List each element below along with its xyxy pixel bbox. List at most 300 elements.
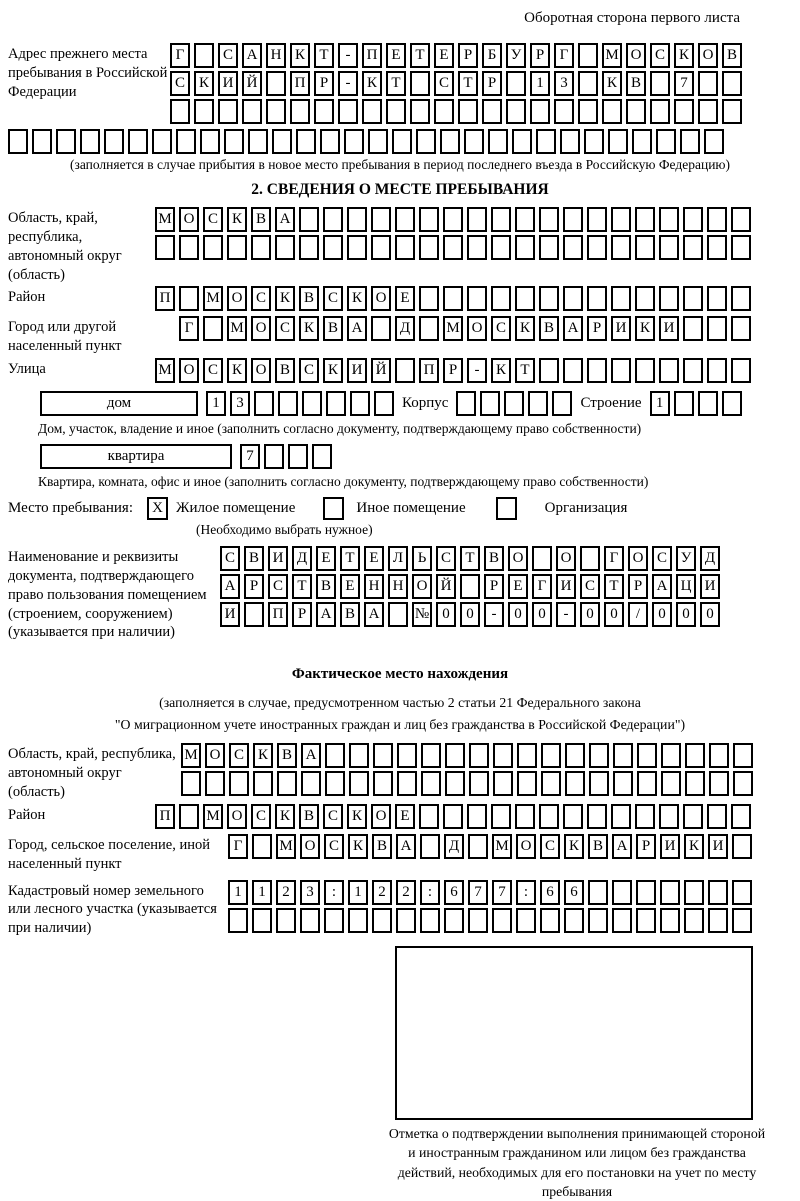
char-cell[interactable]: 1 [530,71,550,96]
char-cell[interactable]: О [698,43,718,68]
char-cell[interactable] [371,207,391,232]
char-cell[interactable] [252,834,272,859]
char-cell[interactable]: И [659,316,679,341]
char-cell[interactable] [386,99,406,124]
char-cell[interactable] [588,908,608,933]
char-cell[interactable]: Е [386,43,406,68]
char-cell[interactable]: С [220,546,240,571]
char-cell[interactable] [397,771,417,796]
char-cell[interactable] [419,207,439,232]
char-cell[interactable]: И [347,358,367,383]
char-cell[interactable] [181,771,201,796]
char-cell[interactable] [203,235,223,260]
char-cell[interactable] [650,99,670,124]
char-cell[interactable] [170,99,190,124]
char-cell[interactable]: А [347,316,367,341]
char-cell[interactable] [517,743,537,768]
char-cell[interactable]: П [419,358,439,383]
char-cell[interactable] [722,99,742,124]
char-cell[interactable]: В [275,358,295,383]
char-cell[interactable] [539,804,559,829]
char-cell[interactable] [683,804,703,829]
char-cell[interactable]: О [467,316,487,341]
char-cell[interactable] [588,880,608,905]
char-cell[interactable] [635,804,655,829]
char-cell[interactable]: 1 [206,391,226,416]
char-cell[interactable]: 0 [676,602,696,627]
char-cell[interactable] [152,129,172,154]
char-cell[interactable]: Е [316,546,336,571]
char-cell[interactable]: Р [484,574,504,599]
char-cell[interactable] [532,546,552,571]
char-cell[interactable] [464,129,484,154]
char-cell[interactable]: С [275,316,295,341]
char-cell[interactable] [635,286,655,311]
char-cell[interactable]: С [540,834,560,859]
char-cell[interactable] [155,235,175,260]
char-cell[interactable]: В [588,834,608,859]
char-cell[interactable]: Н [364,574,384,599]
char-cell[interactable]: С [652,546,672,571]
char-cell[interactable]: М [203,804,223,829]
char-cell[interactable] [419,316,439,341]
char-cell[interactable]: 2 [276,880,296,905]
char-cell[interactable]: Л [388,546,408,571]
char-cell[interactable]: 2 [372,880,392,905]
char-cell[interactable] [504,391,524,416]
char-cell[interactable] [300,908,320,933]
char-cell[interactable] [296,129,316,154]
char-cell[interactable] [491,286,511,311]
char-cell[interactable]: Ц [676,574,696,599]
char-cell[interactable] [348,908,368,933]
char-cell[interactable] [299,235,319,260]
char-cell[interactable] [444,908,464,933]
char-cell[interactable] [732,880,752,905]
char-cell[interactable] [564,908,584,933]
char-cell[interactable]: С [203,207,223,232]
char-cell[interactable] [467,286,487,311]
char-cell[interactable]: Т [458,71,478,96]
char-cell[interactable]: С [251,286,271,311]
char-cell[interactable]: М [276,834,296,859]
char-cell[interactable] [301,771,321,796]
char-cell[interactable]: В [340,602,360,627]
char-cell[interactable] [731,316,751,341]
char-cell[interactable]: А [652,574,672,599]
char-cell[interactable] [684,880,704,905]
char-cell[interactable] [587,235,607,260]
char-cell[interactable]: - [556,602,576,627]
char-cell[interactable] [200,129,220,154]
char-cell[interactable]: В [626,71,646,96]
char-cell[interactable]: Р [530,43,550,68]
char-cell[interactable]: Г [170,43,190,68]
char-cell[interactable] [563,207,583,232]
char-cell[interactable]: И [708,834,728,859]
char-cell[interactable] [661,743,681,768]
char-cell[interactable]: 7 [240,444,260,469]
char-cell[interactable]: Т [386,71,406,96]
char-cell[interactable] [324,908,344,933]
char-cell[interactable]: 3 [554,71,574,96]
char-cell[interactable] [563,286,583,311]
char-cell[interactable] [661,771,681,796]
char-cell[interactable]: С [251,804,271,829]
char-cell[interactable]: 3 [300,880,320,905]
char-cell[interactable] [248,129,268,154]
char-cell[interactable] [516,908,536,933]
char-cell[interactable]: 1 [650,391,670,416]
char-cell[interactable] [445,771,465,796]
char-cell[interactable]: О [227,286,247,311]
char-cell[interactable]: М [443,316,463,341]
char-cell[interactable]: К [253,743,273,768]
char-cell[interactable]: 1 [252,880,272,905]
char-cell[interactable] [732,834,752,859]
char-cell[interactable] [104,129,124,154]
char-cell[interactable] [491,804,511,829]
char-cell[interactable] [32,129,52,154]
char-cell[interactable]: И [556,574,576,599]
char-cell[interactable] [708,908,728,933]
char-cell[interactable] [421,743,441,768]
char-cell[interactable] [469,743,489,768]
char-cell[interactable]: К [227,358,247,383]
char-cell[interactable] [252,908,272,933]
char-cell[interactable] [683,358,703,383]
char-cell[interactable] [491,235,511,260]
char-cell[interactable]: - [467,358,487,383]
char-cell[interactable]: О [508,546,528,571]
char-cell[interactable] [276,908,296,933]
char-cell[interactable]: М [492,834,512,859]
char-cell[interactable] [338,99,358,124]
char-cell[interactable]: 6 [540,880,560,905]
char-cell[interactable]: С [229,743,249,768]
char-cell[interactable] [685,771,705,796]
char-cell[interactable] [506,71,526,96]
char-cell[interactable] [302,391,322,416]
char-cell[interactable]: М [227,316,247,341]
char-cell[interactable] [613,743,633,768]
char-cell[interactable]: Й [242,71,262,96]
char-cell[interactable] [275,235,295,260]
char-cell[interactable]: Т [515,358,535,383]
char-cell[interactable] [580,546,600,571]
char-cell[interactable]: Г [532,574,552,599]
char-cell[interactable] [326,391,346,416]
char-cell[interactable] [587,207,607,232]
char-cell[interactable]: 7 [492,880,512,905]
char-cell[interactable]: В [484,546,504,571]
char-cell[interactable]: К [674,43,694,68]
char-cell[interactable]: О [626,43,646,68]
char-cell[interactable]: О [179,358,199,383]
char-cell[interactable]: 0 [508,602,528,627]
char-cell[interactable]: С [323,286,343,311]
char-cell[interactable] [272,129,292,154]
char-cell[interactable] [563,804,583,829]
char-cell[interactable]: В [539,316,559,341]
char-cell[interactable] [731,207,751,232]
char-cell[interactable]: С [323,804,343,829]
char-cell[interactable]: К [347,804,367,829]
char-cell[interactable]: В [251,207,271,232]
char-cell[interactable]: И [218,71,238,96]
char-cell[interactable] [637,743,657,768]
char-cell[interactable]: О [227,804,247,829]
char-cell[interactable] [613,771,633,796]
char-cell[interactable]: Д [444,834,464,859]
char-cell[interactable] [468,834,488,859]
char-cell[interactable] [536,129,556,154]
char-cell[interactable] [242,99,262,124]
apartment-type-box[interactable]: квартира [40,444,232,469]
char-cell[interactable] [517,771,537,796]
char-cell[interactable] [612,908,632,933]
char-cell[interactable] [541,771,561,796]
char-cell[interactable]: Ь [412,546,432,571]
char-cell[interactable] [636,908,656,933]
char-cell[interactable] [683,235,703,260]
char-cell[interactable] [480,391,500,416]
char-cell[interactable] [650,71,670,96]
char-cell[interactable]: О [516,834,536,859]
char-cell[interactable]: 3 [230,391,250,416]
char-cell[interactable] [323,207,343,232]
char-cell[interactable] [323,235,343,260]
char-cell[interactable] [563,358,583,383]
char-cell[interactable]: О [556,546,576,571]
char-cell[interactable]: - [338,71,358,96]
char-cell[interactable] [659,804,679,829]
char-cell[interactable] [660,908,680,933]
char-cell[interactable]: Р [292,602,312,627]
char-cell[interactable] [731,358,751,383]
char-cell[interactable]: У [676,546,696,571]
char-cell[interactable]: К [299,316,319,341]
char-cell[interactable]: 0 [652,602,672,627]
char-cell[interactable]: А [301,743,321,768]
char-cell[interactable] [709,771,729,796]
char-cell[interactable] [493,771,513,796]
char-cell[interactable] [419,286,439,311]
char-cell[interactable] [698,391,718,416]
char-cell[interactable] [349,771,369,796]
char-cell[interactable]: М [181,743,201,768]
char-cell[interactable] [626,99,646,124]
char-cell[interactable]: А [275,207,295,232]
char-cell[interactable] [659,207,679,232]
char-cell[interactable] [707,358,727,383]
char-cell[interactable]: Е [434,43,454,68]
char-cell[interactable]: 1 [228,880,248,905]
char-cell[interactable]: К [491,358,511,383]
char-cell[interactable] [244,602,264,627]
char-cell[interactable] [635,358,655,383]
char-cell[interactable] [372,908,392,933]
char-cell[interactable]: К [348,834,368,859]
char-cell[interactable] [698,99,718,124]
char-cell[interactable]: Г [179,316,199,341]
char-cell[interactable]: А [612,834,632,859]
char-cell[interactable] [388,602,408,627]
char-cell[interactable] [395,207,415,232]
char-cell[interactable] [467,207,487,232]
char-cell[interactable] [674,99,694,124]
char-cell[interactable] [194,99,214,124]
char-cell[interactable]: Р [628,574,648,599]
char-cell[interactable] [563,235,583,260]
char-cell[interactable] [612,880,632,905]
char-cell[interactable] [578,99,598,124]
char-cell[interactable] [325,771,345,796]
char-cell[interactable]: Н [266,43,286,68]
char-cell[interactable]: Н [388,574,408,599]
char-cell[interactable] [731,804,751,829]
char-cell[interactable] [397,743,417,768]
char-cell[interactable] [552,391,572,416]
char-cell[interactable] [611,286,631,311]
char-cell[interactable] [584,129,604,154]
char-cell[interactable] [704,129,724,154]
char-cell[interactable] [410,71,430,96]
char-cell[interactable] [515,286,535,311]
char-cell[interactable]: К [347,286,367,311]
char-cell[interactable]: П [155,804,175,829]
char-cell[interactable] [264,444,284,469]
char-cell[interactable] [659,358,679,383]
char-cell[interactable]: Е [340,574,360,599]
char-cell[interactable] [707,316,727,341]
char-cell[interactable]: С [299,358,319,383]
char-cell[interactable] [637,771,657,796]
char-cell[interactable]: О [628,546,648,571]
char-cell[interactable] [467,235,487,260]
char-cell[interactable] [554,99,574,124]
char-cell[interactable] [203,316,223,341]
char-cell[interactable] [707,804,727,829]
char-cell[interactable] [732,908,752,933]
char-cell[interactable]: М [155,207,175,232]
char-cell[interactable] [176,129,196,154]
char-cell[interactable] [539,286,559,311]
char-cell[interactable]: К [323,358,343,383]
stay-option-residential-checkbox[interactable]: X [147,497,168,520]
char-cell[interactable] [320,129,340,154]
char-cell[interactable] [709,743,729,768]
char-cell[interactable] [539,358,559,383]
char-cell[interactable] [218,99,238,124]
char-cell[interactable]: С [218,43,238,68]
char-cell[interactable]: В [299,804,319,829]
char-cell[interactable] [362,99,382,124]
char-cell[interactable] [731,286,751,311]
char-cell[interactable]: Т [410,43,430,68]
char-cell[interactable] [515,207,535,232]
char-cell[interactable]: М [203,286,223,311]
char-cell[interactable] [266,71,286,96]
char-cell[interactable] [228,908,248,933]
char-cell[interactable] [368,129,388,154]
char-cell[interactable]: Г [554,43,574,68]
char-cell[interactable] [443,286,463,311]
char-cell[interactable] [179,235,199,260]
house-type-box[interactable]: дом [40,391,198,416]
char-cell[interactable] [660,880,680,905]
char-cell[interactable] [349,743,369,768]
char-cell[interactable] [492,908,512,933]
char-cell[interactable]: № [412,602,432,627]
char-cell[interactable] [733,771,753,796]
char-cell[interactable]: 0 [532,602,552,627]
char-cell[interactable]: Р [244,574,264,599]
char-cell[interactable] [205,771,225,796]
char-cell[interactable]: Р [482,71,502,96]
char-cell[interactable] [420,908,440,933]
char-cell[interactable]: Е [364,546,384,571]
char-cell[interactable]: А [563,316,583,341]
char-cell[interactable]: Й [371,358,391,383]
char-cell[interactable]: 0 [604,602,624,627]
char-cell[interactable] [632,129,652,154]
char-cell[interactable]: И [700,574,720,599]
char-cell[interactable]: С [170,71,190,96]
char-cell[interactable] [587,358,607,383]
char-cell[interactable] [578,71,598,96]
char-cell[interactable] [374,391,394,416]
char-cell[interactable]: М [155,358,175,383]
char-cell[interactable]: Д [700,546,720,571]
char-cell[interactable] [708,880,728,905]
char-cell[interactable]: П [290,71,310,96]
char-cell[interactable] [128,129,148,154]
char-cell[interactable] [731,235,751,260]
char-cell[interactable] [288,444,308,469]
char-cell[interactable] [733,743,753,768]
char-cell[interactable] [347,207,367,232]
char-cell[interactable] [488,129,508,154]
char-cell[interactable]: О [251,358,271,383]
char-cell[interactable] [421,771,441,796]
char-cell[interactable] [420,834,440,859]
char-cell[interactable] [443,207,463,232]
char-cell[interactable]: 6 [444,880,464,905]
char-cell[interactable] [635,235,655,260]
char-cell[interactable] [419,804,439,829]
char-cell[interactable] [290,99,310,124]
char-cell[interactable] [680,129,700,154]
char-cell[interactable] [722,391,742,416]
char-cell[interactable] [506,99,526,124]
char-cell[interactable] [722,71,742,96]
char-cell[interactable]: К [684,834,704,859]
char-cell[interactable] [589,771,609,796]
char-cell[interactable] [528,391,548,416]
char-cell[interactable] [467,804,487,829]
char-cell[interactable] [299,207,319,232]
char-cell[interactable] [611,804,631,829]
char-cell[interactable] [530,99,550,124]
char-cell[interactable] [659,286,679,311]
char-cell[interactable] [656,129,676,154]
char-cell[interactable] [608,129,628,154]
char-cell[interactable]: К [275,804,295,829]
char-cell[interactable]: / [628,602,648,627]
char-cell[interactable]: К [227,207,247,232]
char-cell[interactable]: Г [604,546,624,571]
